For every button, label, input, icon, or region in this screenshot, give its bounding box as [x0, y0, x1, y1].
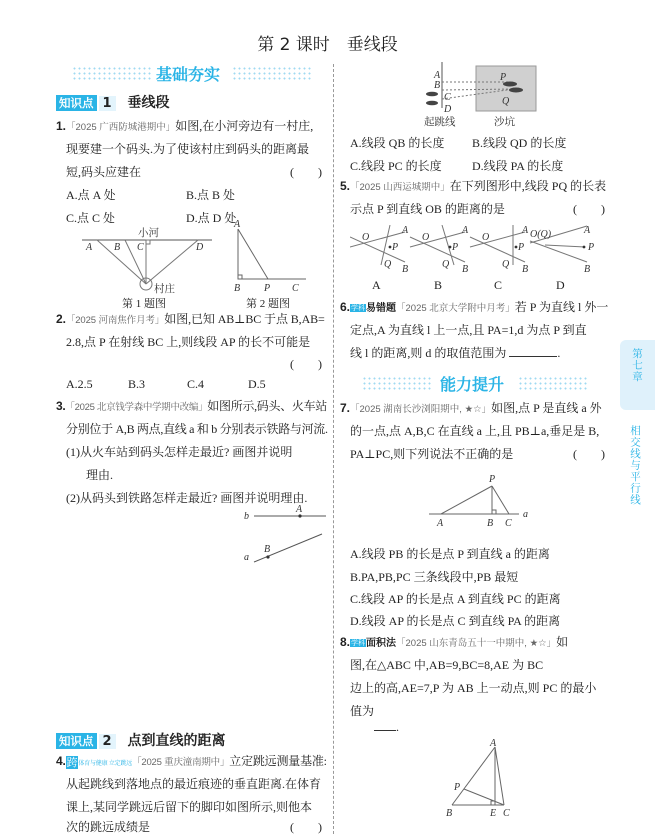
q-text: 示点 P 到直线 OB 的距离的是 — [350, 202, 505, 216]
q-text: 如 — [556, 635, 569, 649]
svg-text:P: P — [518, 242, 525, 253]
svg-text:O: O — [482, 232, 490, 243]
q-text: 定点,A 为直线 l 上一点,且 PA=1,d 为点 P 到直 — [350, 323, 587, 337]
svg-text:C: C — [505, 518, 512, 529]
column-divider — [333, 64, 334, 834]
chapter-label: 第七章 — [631, 348, 643, 383]
option-b[interactable]: B.PA,PB,PC 三条线段中,PB 最短 — [350, 570, 519, 584]
q-source: 「2025 广西防城港期中」 — [66, 122, 176, 133]
option-c[interactable]: C.线段 PC 的长度 — [350, 159, 442, 173]
svg-text:C: C — [444, 92, 451, 103]
q-text: 如图所示,码头、火车站 — [207, 399, 327, 413]
option-a[interactable]: A — [372, 278, 381, 292]
svg-text:Q: Q — [442, 259, 450, 270]
svg-text:B: B — [434, 80, 441, 91]
workbook-page: 第 2 课时 垂线段 基础夯实 知识点 1 垂线段 1.「2025 广西防城港期中」如图,在小河旁边有一村庄, 现要建一个码头.为了使该村庄到码头的距离最 短,码头应建在 ( ) A.点 A 处 B.点 B 处 C.点 C 处 D.点 D 处 小河 A B C D 村庄 第 1 题图 A B P C 第 2 题图 2.「2025 河南焦作月考」如图,已知 AB⊥BC 于点 B,AB= 2.8,点 P 在射线 BC 上,则线段 AP 的长不可能是 ( ) A.2.5 B.3 C.4 D.5 3.「2025 北京钱学森中学期中改编」如图所示,码头、火车站 分别位于 A,B 两点,直线 a 和 b 分别表示铁路与河流. (1)从火车站到码头怎样走最近? 画图并说明 理由. (2)从码头到铁路怎样走最近? 画图并说明理由. b A a B 知识点 2 点到直线的距离 4.跨体育与健康 立定跳远「2025 重庆潼南期中」立定跳远测量基准: 从起跳线到落地点的最近痕迹的垂直距离.在体育 课上,某同学跳远后留下的脚印如图所示,则他本 次的跳远成绩是 ( ) A B C D P Q 起跳线 沙坑 A.线段 QB 的长度 B.线段 QD 的长度 C.线段 PC 的长度 D.线段 PA 的长度 5.「2025 山西运城期中」在下列图形中,线段 PQ 的长表 示点 P 到直线 OB 的距离的是 ( ) O A P Q B O A P Q B O A P Q B O(Q) A P B A B C D 6.学科易错题「2025 北京大学附中月考」若 P 为直线 l 外一 定点,A 为直线 l 上一点,且 PA=1,d 为点 P 到直 线 l 的距离,则 d 的取值范围为 . 能力提升 7.「2025 湖南长沙浏阳期中, ★☆」如图,点 P 是直线 a 外 的一点,点 A,B,C 在直线 a 上,且 PB⊥a,垂足是 B, PA⊥PC,则下列说法不正确的是 ( ) P A B C a A.线段 PB 的长是点 P 到直线 a 的距离 B.PA,PB,PC 三条线段中,PB 最短 C.线段 AP 的长是点 A 到直线 PC 的距离 D.线段 AP 的长是点 C 到直线 PA 的距离 8.学科面积法「2025 山东青岛五十一中期中, ★☆」如 图,在△ABC 中,AB=9,BC=8,AE 为 BC 边上的高,AE=7,P 为 AB 上一动点,则 PC 的最小 值为 . A P B E C 第七章 相交线与平行线 — [0, 0, 655, 840]
question-type: 面积法 — [366, 638, 397, 649]
river-label: 小河 — [138, 228, 159, 239]
q-subpart: 理由. — [86, 468, 114, 482]
answer-paren[interactable]: ( ) — [290, 357, 322, 371]
svg-text:B: B — [402, 264, 409, 275]
q-num: 1. — [56, 119, 67, 133]
q-text: 如图,已知 AB⊥BC 于点 B,AB= — [164, 312, 325, 326]
svg-text:P: P — [500, 72, 507, 83]
q-text: 边上的高,AE=7,P 为 AB 上一动点,则 PC 的最小 — [350, 681, 597, 695]
q-text: 从起跳线到落地点的最近痕迹的垂直距离.在体育 — [66, 777, 322, 791]
svg-text:B: B — [462, 264, 469, 275]
kp-num: 2 — [99, 734, 116, 749]
q-source: 「2025 山东青岛五十一中期中, ★☆」 — [396, 638, 557, 649]
svg-text:P: P — [264, 283, 271, 294]
q-source: 「2025 湖南长沙浏阳期中, ★☆」 — [350, 404, 492, 415]
svg-text:A: A — [437, 518, 444, 529]
section-advanced: 能力提升 — [440, 375, 505, 394]
answer-paren[interactable]: ( ) — [290, 820, 322, 834]
q-text: 立定跳远测量基准: — [229, 754, 327, 768]
q-subpart: (1)从火车站到码头怎样走最近? 画图并说明 — [66, 445, 293, 459]
svg-text:C: C — [137, 242, 144, 253]
svg-text:C: C — [503, 808, 510, 818]
q-text: 次的跳远成绩是 — [66, 820, 151, 834]
svg-text:A: A — [296, 504, 303, 515]
q-text: 现要建一个码头.为了使该村庄到码头的距离最 — [66, 142, 310, 156]
figure-3 — [240, 502, 330, 572]
svg-text:B: B — [446, 808, 453, 818]
q-num: 6. — [340, 300, 351, 314]
option-c[interactable]: C.点 C 处 — [66, 211, 116, 225]
svg-text:B: B — [584, 264, 591, 275]
q-num: 8. — [340, 635, 351, 649]
svg-text:B: B — [234, 283, 241, 294]
figure-5-options — [350, 225, 610, 277]
svg-text:P: P — [454, 782, 461, 793]
subject-tag: 学科 — [351, 304, 366, 313]
option-d[interactable]: D.5 — [248, 377, 266, 391]
q-num: 2. — [56, 312, 66, 326]
svg-text:A: A — [522, 225, 529, 236]
option-b[interactable]: B.线段 QD 的长度 — [472, 136, 567, 150]
figure-1 — [80, 226, 220, 296]
q-subpart: (2)从码头到铁路怎样走最近? 画图并说明理由. — [66, 491, 308, 505]
chapter-topic: 相交线与平行线 — [629, 425, 641, 506]
q-text: 图,在△ABC 中,AB=9,BC=8,AE 为 BC — [350, 658, 544, 672]
svg-text:A: A — [584, 225, 591, 236]
figure-4 — [420, 62, 540, 130]
option-c[interactable]: C.线段 AP 的长是点 A 到直线 PC 的距离 — [350, 592, 561, 606]
answer-paren[interactable]: ( ) — [573, 447, 605, 461]
svg-text:A: A — [86, 242, 93, 253]
banner-dots — [362, 376, 432, 390]
q-source: 「2025 重庆潼南期中」 — [132, 757, 230, 768]
svg-text:O: O — [362, 232, 370, 243]
option-d[interactable]: D.线段 PA 的长度 — [472, 159, 564, 173]
knowledge-point-1 — [56, 92, 170, 112]
svg-text:A: A — [490, 738, 497, 749]
answer-paren[interactable]: ( ) — [290, 165, 322, 179]
option-a[interactable]: A.线段 QB 的长度 — [350, 136, 445, 150]
figure-caption: 第 1 题图 — [122, 298, 166, 310]
svg-text:B: B — [114, 242, 121, 253]
option-c[interactable]: C.4 — [187, 377, 205, 391]
svg-text:Q: Q — [502, 259, 510, 270]
section-basic: 基础夯实 — [156, 65, 221, 84]
option-a[interactable]: A.点 A 处 — [66, 188, 116, 202]
option-d[interactable]: D.线段 AP 的长是点 C 到直线 PA 的距离 — [350, 614, 561, 628]
start-line-label: 起跳线 — [424, 117, 456, 128]
svg-text:B: B — [522, 264, 529, 275]
q-source: 「2025 河南焦作月考」 — [65, 315, 165, 326]
q-source: 「2025 北京大学附中月考」 — [396, 303, 515, 314]
option-d[interactable]: D.点 D 处 — [186, 211, 237, 225]
option-b[interactable]: B.点 B 处 — [186, 188, 236, 202]
q-text: 如图,点 P 是直线 a 外 — [491, 401, 602, 415]
q-text: 如图,在小河旁边有一村庄, — [175, 119, 314, 133]
svg-text:Q: Q — [502, 96, 510, 107]
option-c[interactable]: C — [494, 278, 503, 292]
banner-dots — [72, 66, 152, 80]
answer-blank[interactable] — [374, 730, 396, 731]
q-text: 短,码头应建在 — [66, 165, 142, 179]
q-text: PA⊥PC,则下列说法不正确的是 — [350, 447, 514, 461]
q-text: 2.8,点 P 在射线 BC 上,则线段 AP 的长不可能是 — [66, 335, 311, 349]
svg-text:D: D — [196, 242, 204, 253]
q-num: 3. — [56, 399, 66, 413]
cross-subject-tag: 跨 — [66, 755, 78, 769]
answer-paren[interactable]: ( ) — [573, 202, 605, 216]
svg-text:E: E — [490, 808, 497, 818]
svg-text:a: a — [523, 509, 528, 520]
q-num: 7. — [340, 401, 351, 415]
option-a[interactable]: A.线段 PB 的长是点 P 到直线 a 的距离 — [350, 547, 550, 561]
svg-text:a: a — [244, 552, 249, 563]
svg-text:O(Q): O(Q) — [530, 229, 552, 240]
svg-text:D: D — [444, 104, 452, 115]
svg-text:P: P — [489, 474, 496, 485]
kp-label: 知识点 — [56, 733, 97, 749]
svg-text:A: A — [234, 219, 241, 230]
kp-title: 点到直线的距离 — [127, 733, 226, 749]
sand-pit-label: 沙坑 — [494, 117, 515, 128]
q-text: 的一点,点 A,B,C 在直线 a 上,且 PB⊥a,垂足是 B, — [350, 424, 600, 438]
chapter-tab[interactable] — [620, 340, 655, 410]
tag-subtitle: 体育与健康 立定跳远 — [78, 761, 133, 767]
q-num: 5. — [340, 179, 351, 193]
subject-tag: 学科 — [351, 639, 366, 648]
svg-text:B: B — [487, 518, 494, 529]
svg-text:Q: Q — [384, 259, 392, 270]
q-text: 线 l 的距离,则 d 的取值范围为 — [350, 346, 507, 360]
q-text: 分别位于 A,B 两点,直线 a 和 b 分别表示铁路与河流. — [66, 422, 328, 436]
q-text: 课上,某同学跳远后留下的脚印如图所示,则他本 — [66, 800, 313, 814]
kp-label: 知识点 — [56, 95, 97, 111]
option-d[interactable]: D — [556, 278, 565, 292]
figure-caption: 第 2 题图 — [246, 298, 290, 310]
kp-num: 1 — [99, 96, 116, 111]
svg-text:A: A — [434, 70, 441, 81]
q-text: 值为 — [350, 704, 375, 718]
kp-title: 垂线段 — [127, 95, 170, 111]
figure-7 — [425, 472, 540, 530]
question-type: 易错题 — [366, 303, 397, 314]
village-label: 村庄 — [154, 284, 175, 295]
svg-text:A: A — [462, 225, 469, 236]
q-source: 「2025 山西运城期中」 — [350, 182, 450, 193]
figure-8 — [440, 738, 520, 818]
option-b[interactable]: B.3 — [128, 377, 146, 391]
svg-text:O: O — [422, 232, 430, 243]
svg-text:P: P — [452, 242, 459, 253]
q-source: 「2025 北京钱学森中学期中改编」 — [65, 402, 208, 413]
svg-text:A: A — [402, 225, 409, 236]
page-title: 第 2 课时 垂线段 — [257, 35, 398, 55]
banner-dots — [518, 376, 588, 390]
svg-text:C: C — [292, 283, 299, 294]
banner-dots — [232, 66, 312, 80]
svg-text:P: P — [392, 242, 399, 253]
figure-2 — [230, 217, 310, 295]
option-b[interactable]: B — [434, 278, 443, 292]
answer-blank[interactable] — [509, 356, 557, 357]
q-num: 4. — [56, 754, 66, 768]
svg-text:B: B — [264, 544, 271, 555]
svg-text:P: P — [588, 242, 595, 253]
option-a[interactable]: A.2.5 — [66, 377, 93, 391]
knowledge-point-2 — [56, 730, 226, 750]
q-text: 若 P 为直线 l 外一 — [514, 300, 609, 314]
q-text: 在下列图形中,线段 PQ 的长表 — [449, 179, 607, 193]
svg-text:b: b — [244, 511, 249, 522]
